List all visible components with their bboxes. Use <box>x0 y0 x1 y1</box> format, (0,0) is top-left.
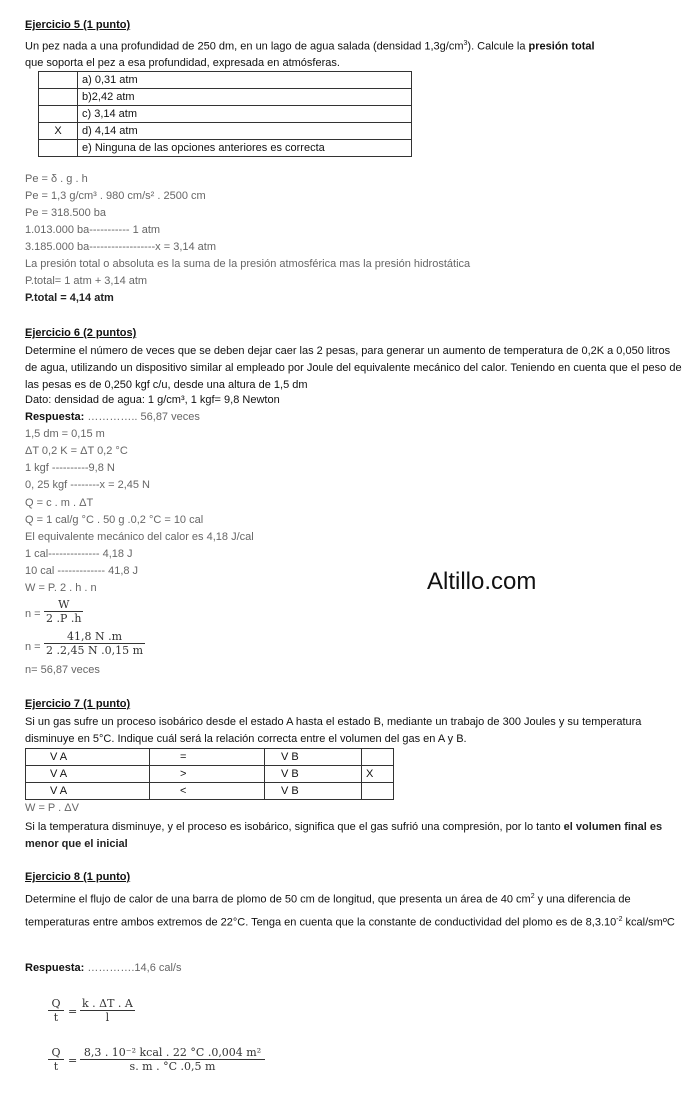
table-cell: V A <box>26 749 150 766</box>
fraction-denominator: 2 .P .h <box>46 612 82 625</box>
conclusion-bold: volumen final es menor que el inicial <box>25 821 663 850</box>
exercise-6-question: Determine el número de veces que se deben dejar caer las 2 pesas, para generar un aumento de temperatura de 0,2K a 0,050 litros de agua, utilizando un dispositivo similar al empleado por Joule del equivalente mecánico del calor. Teniendo en cuenta que el peso de las pesas es de 0,250 kgf c/u, desde una altura de 1,5 dm <box>25 345 682 391</box>
exercise-7-title: Ejercicio 7 (1 punto) <box>25 698 131 710</box>
fraction-denominator: t <box>48 1059 64 1073</box>
option-row[interactable] <box>39 123 412 140</box>
table-cell: = <box>150 749 265 766</box>
fraction-numerator: Q <box>51 997 61 1010</box>
table-cell: X <box>362 766 394 783</box>
question-text-line2: que soporta el pez a esa profundidad, expresada en atmósferas. <box>25 56 340 69</box>
exercise-8-answer <box>25 962 182 974</box>
fraction-q-t <box>48 1046 64 1073</box>
table-cell <box>362 749 394 766</box>
solution-line: ΔT 0,2 K = ΔT 0,2 °C <box>25 445 128 457</box>
work-formula: W = P . ΔV <box>25 802 79 814</box>
fraction-numerator: 8,3 . 10⁻² kcal . 22 °C .0,004 m² <box>83 1046 262 1059</box>
exercise-7-conclusion <box>25 819 685 853</box>
option-mark <box>39 106 78 123</box>
answer-value: ………….14,6 cal/s <box>84 962 182 974</box>
solution-line: 10 cal ------------- 41,8 J <box>25 565 139 577</box>
table-cell: V B <box>265 749 362 766</box>
fraction-values <box>44 630 145 657</box>
fraction-numerator: W <box>58 598 70 611</box>
question-text: y una diferencia de temperaturas entre ambos extremos de 22°C. Tenga en cuenta que la constante de conductividad del plomo es de 8,3.10 <box>25 893 631 929</box>
question-bold: presión total <box>528 40 595 53</box>
solution-line: Pe = δ . g . h <box>25 173 88 185</box>
exercise-6-data: Dato: densidad de agua: 1 g/cm³, 1 kgf= 9,8 Newton <box>25 394 280 406</box>
table-cell: V A <box>26 766 150 783</box>
solution-line: 1.013.000 ba----------- 1 atm <box>25 224 161 236</box>
table-cell <box>362 783 394 800</box>
exercise-8-question: Determine el flujo de calor de una barra de plomo de 50 cm de longitud, que presenta un área de 40 $cm^2$ y una diferencia de temperaturas entre ambos extremos de 22°C. Tenga en cuenta que la constante de conductividad del plomo es de $8,3.10^{-2}$ kcal/smºC <box>25 893 675 929</box>
fraction-q-t <box>48 997 64 1024</box>
final-answer: P.total = 4,14 atm <box>25 292 114 304</box>
solution-line: W = P. 2 . h . n <box>25 582 97 594</box>
solution-line: Pe = 1,3 g/cm³ . 980 cm/s² . 2500 cm <box>25 190 206 202</box>
exercise-5-question: Un pez nada a una profundidad de 250 dm, en un lago de agua salada (densidad $1,3g/cm^3$). Calcule la presión total que soporta el pez a esa profundidad, expresada en atmósferas. <box>25 40 595 69</box>
option-text: c) 3,14 atm <box>78 106 412 123</box>
table-cell: < <box>150 783 265 800</box>
option-row[interactable] <box>39 89 412 106</box>
option-mark <box>39 140 78 157</box>
option-mark <box>39 89 78 106</box>
solution-line: 1 cal-------------- 4,18 J <box>25 548 133 560</box>
solution-line: La presión total o absoluta es la suma de la presión atmosférica mas la presión hidrostática <box>25 258 471 270</box>
solution-line: P.total= 1 atm + 3,14 atm <box>25 275 148 287</box>
table-cell: V A <box>26 783 150 800</box>
table-cell: V B <box>265 766 362 783</box>
answer-value: ………….. 56,87 veces <box>87 411 200 423</box>
question-text: Un pez nada a una profundidad de 250 dm, en un lago de agua salada (densidad 1,3g/cm <box>25 40 464 53</box>
fraction-denominator: l <box>80 1010 135 1024</box>
volume-table <box>25 748 394 800</box>
exercise-8-title: Ejercicio 8 (1 punto) <box>25 871 131 883</box>
fraction-values <box>80 1046 265 1073</box>
question-text: kcal/smºC <box>622 916 675 929</box>
conclusion-bold: el <box>563 821 573 833</box>
n-label: n = <box>25 608 41 620</box>
solution-line: 1,5 dm = 0,15 m <box>25 428 105 440</box>
solution-line: Q = 1 cal/g °C . 50 g .0,2 °C = 10 cal <box>25 514 204 526</box>
answer-label: Respuesta: <box>25 411 85 423</box>
fraction-denominator: 2 .2,45 N .0,15 m <box>46 644 144 657</box>
table-cell: > <box>150 766 265 783</box>
exercise-6-answer <box>25 411 200 423</box>
fraction-denominator: t <box>48 1010 64 1024</box>
solution-line: Q = c . m . ΔT <box>25 497 94 509</box>
answer-label: Respuesta: <box>25 962 85 974</box>
solution-line: Pe = 318.500 ba <box>25 207 107 219</box>
option-text: d) 4,14 atm <box>78 123 412 140</box>
option-row[interactable] <box>39 106 412 123</box>
fraction-w <box>44 598 83 625</box>
fraction-numerator: Q <box>51 1046 61 1059</box>
options-table <box>38 71 412 157</box>
fraction-numerator: 41,8 N .m <box>66 630 123 643</box>
question-text: Determine el flujo de calor de una barra de plomo de 50 cm de longitud, que presenta un área de 40 cm <box>25 893 531 906</box>
solution-line: 1 kgf ----------9,8 N <box>25 462 115 474</box>
option-mark: X <box>39 123 78 140</box>
solution-line: 0, 25 kgf --------x = 2,45 N <box>25 479 151 491</box>
exercise-6-title: Ejercicio 6 (2 puntos) <box>25 327 137 339</box>
equals-sign: = <box>68 1005 78 1018</box>
n-label: n = <box>25 641 41 653</box>
solution-line: El equivalente mecánico del calor es 4,18 J/cal <box>25 531 254 543</box>
exercise-7-question: Si un gas sufre un proceso isobárico desde el estado A hasta el estado B, mediante un trabajo de 300 Joules y su temperatura disminuye en 5°C. Indique cuál será la relación correcta entre el volumen del gas en A y B. <box>25 716 642 745</box>
table-row <box>26 766 394 783</box>
table-row <box>26 749 394 766</box>
option-text: e) Ninguna de las opciones anteriores es correcta <box>78 140 412 157</box>
conclusion-text: Si la temperatura disminuye, y el proceso es isobárico, significa que el gas sufrió una compresión, por lo tanto <box>25 821 564 833</box>
fraction-formula <box>80 997 135 1024</box>
option-mark <box>39 72 78 89</box>
exercise-6-result: n= 56,87 veces <box>25 664 100 676</box>
option-text: b)2,42 atm <box>78 89 412 106</box>
fraction-numerator: k . ΔT . A <box>82 997 133 1010</box>
solution-line: 3.185.000 ba------------------x = 3,14 atm <box>25 241 217 253</box>
table-row <box>26 783 394 800</box>
table-cell: V B <box>265 783 362 800</box>
option-row[interactable] <box>39 140 412 157</box>
watermark-logo: Altillo.com <box>427 568 537 595</box>
question-text-cont: ). Calcule la <box>467 40 529 53</box>
fraction-denominator: s. m . °C .0,5 m <box>80 1059 265 1073</box>
option-text: a) 0,31 atm <box>78 72 412 89</box>
equals-sign: = <box>68 1054 78 1067</box>
option-row[interactable] <box>39 72 412 89</box>
exercise-5-title: Ejercicio 5 (1 punto) <box>25 19 131 31</box>
